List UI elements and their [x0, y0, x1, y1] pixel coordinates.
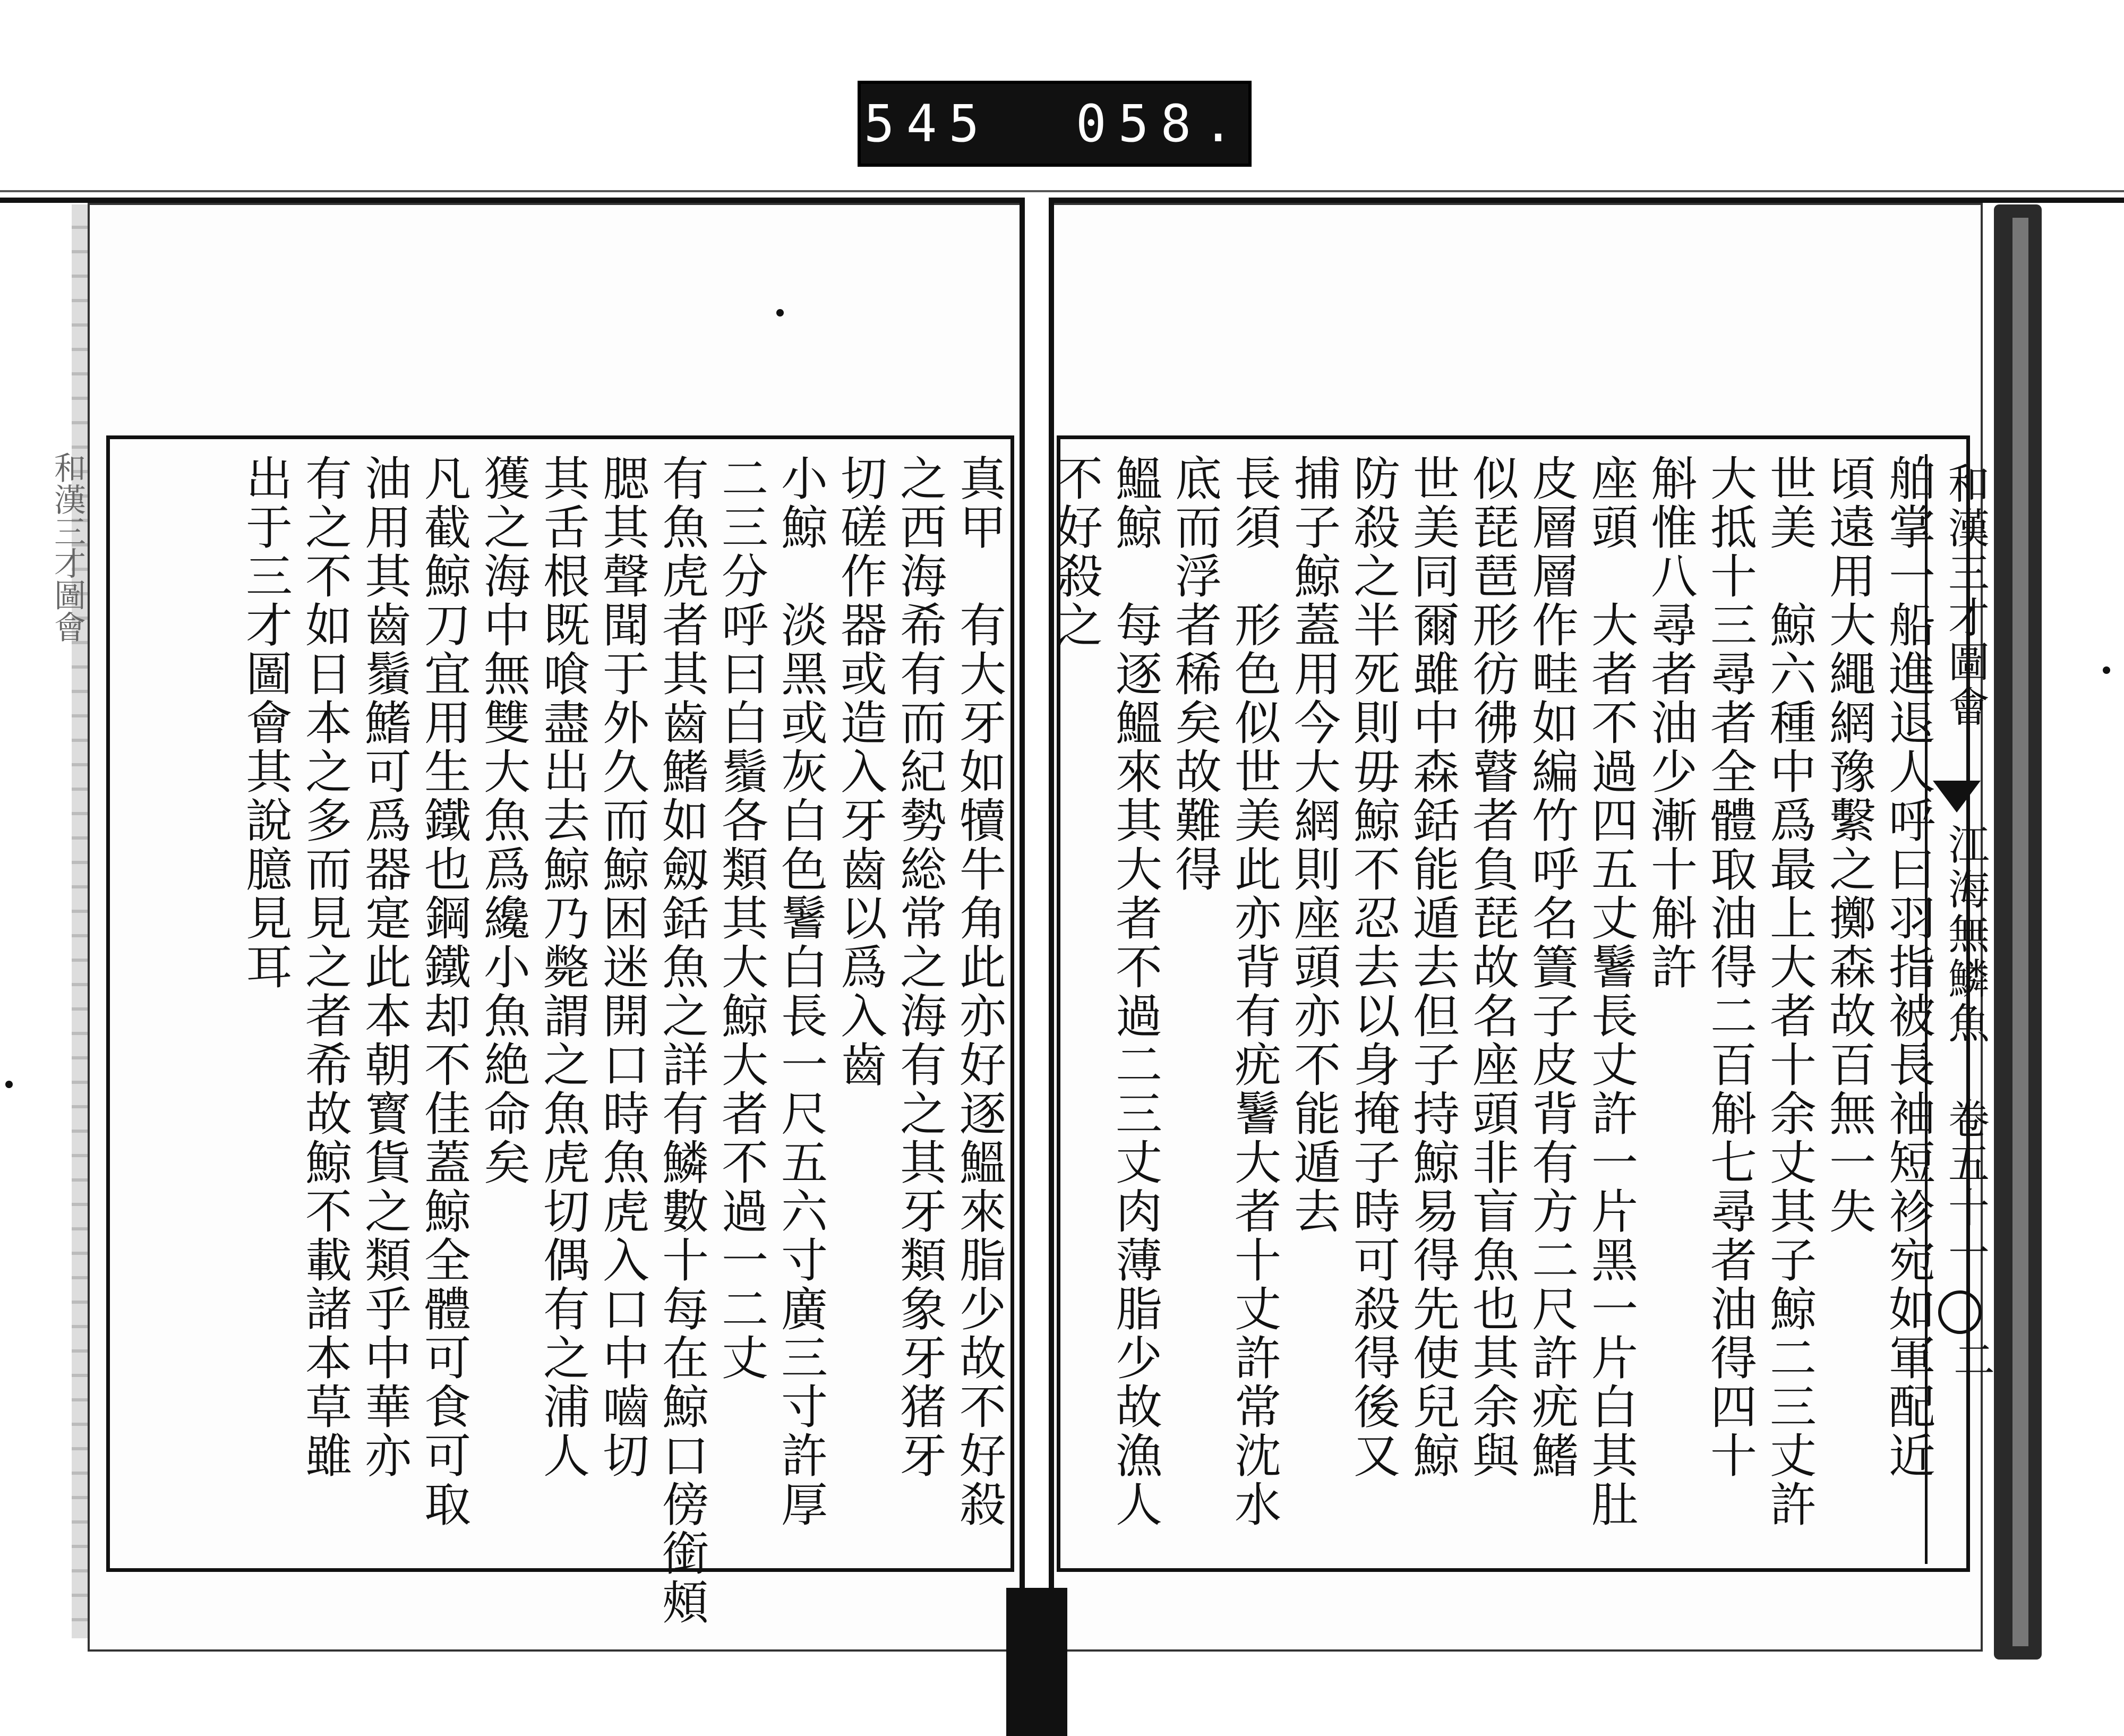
text-column: 切磋作器或造入牙齒以爲入齒 [833, 454, 888, 1089]
text-column: 長須 形色似世美此亦背有疣鬐大者十丈許常沈水 [1227, 454, 1282, 1529]
text-column: 座頭 大者不過四五丈鬐長丈許一片黑一片白其肚 [1584, 454, 1639, 1529]
text-column: 頃遠用大繩網豫繫之擲森故百無一失 [1822, 454, 1877, 1236]
book-title: 和漢三才圖會 [1941, 462, 1989, 730]
text-column: 真甲 有大牙如犢牛角此亦好逐鰮來脂少故不好殺 [952, 454, 1007, 1529]
book-spine-highlight [2012, 218, 2028, 1646]
text-column: 斛惟八尋者油少漸十斛許 [1643, 454, 1698, 991]
text-column: 皮層層作畦如編竹呼名簀子皮背有方二尺許疣鰭 [1525, 454, 1579, 1480]
text-column: 之西海希有而紀勢総常之海有之其牙類象牙猪牙 [893, 454, 947, 1480]
text-column: 油用其齒鬚鰭可爲器寔此本朝寳貨之類乎中華亦 [357, 454, 412, 1480]
folio-number: 二 [1947, 1338, 1994, 1380]
text-column: 獲之海中無雙大魚爲纔小魚絶命矣 [476, 454, 531, 1187]
text-column: 似琵琶形彷彿瞽者負琵故名座頭非盲魚也其余與 [1465, 454, 1520, 1480]
catalog-number: 545 058. [863, 94, 1246, 153]
text-column: 捕子鯨蓋用今大網則座頭亦不能遁去 [1287, 454, 1341, 1236]
text-column: 舶掌一船進退人呼曰羽指被長袖短袗宛如軍配近 [1881, 454, 1936, 1480]
right-page-text [1046, 454, 1938, 1564]
catalog-tag [858, 81, 1252, 167]
text-column: 底而浮者稀矣故難得 [1168, 454, 1222, 894]
edge-margin-note: 和漢三才圖會 [49, 451, 86, 643]
section-name: 江海無鱗魚 [1941, 823, 1989, 1046]
top-binding-line [0, 198, 2124, 203]
top-shadow-line [0, 190, 2124, 192]
folio-circle-mark [1938, 1290, 1982, 1334]
text-column: 大抵十三尋者全體取油得二百斛七尋者油得四十 [1703, 454, 1758, 1480]
text-column: 腮其聲聞于外久而鯨困迷開口時魚虎入口中嚙切 [595, 454, 650, 1480]
text-column: 不好殺之 [1049, 454, 1103, 649]
text-column: 凡截鯨刀宜用生鐵也鋼鐵却不佳蓋鯨全體可食可取 [417, 454, 472, 1529]
ink-speck [2103, 666, 2110, 674]
chapter-title [1935, 823, 1995, 1276]
text-column: 世美同爾雖中森銛能遁去但子持鯨易得先使兒鯨 [1406, 454, 1460, 1480]
text-column: 防殺之半死則毋鯨不忍去以身掩子時可殺得後又 [1346, 454, 1401, 1480]
text-column: 世美 鯨六種中爲最上大者十余丈其子鯨二三丈許 [1762, 454, 1817, 1529]
left-page-text [236, 454, 1009, 1627]
ink-speck [776, 309, 784, 317]
fish-tail-mark [1933, 781, 1981, 813]
ink-speck [5, 1081, 13, 1088]
text-column: 出于三才圖會其說臆見耳 [238, 454, 293, 991]
text-column: 鰮鯨 每逐鰮來其大者不過二三丈肉薄脂少故漁人 [1108, 454, 1163, 1529]
text-column: 小鯨 淡黑或灰白色鬐白長一尺五六寸廣三寸許厚 [774, 454, 828, 1529]
text-column: 二三分呼曰白鬚各類其大鯨大者不過一二丈 [714, 454, 769, 1382]
text-column: 有之不如日本之多而見之者希故鯨不載諸本草雖 [298, 454, 353, 1480]
gutter-shadow [1006, 1588, 1067, 1736]
text-column: 其舌根既喰盡出去鯨乃斃謂之魚虎切偶有之浦人 [536, 454, 590, 1480]
text-column: 有魚虎者其齒鰭如劔銛魚之詳有鱗數十每在鯨口傍銜頰 [655, 454, 709, 1627]
volume-label: 卷五十一 [1941, 1097, 1989, 1276]
